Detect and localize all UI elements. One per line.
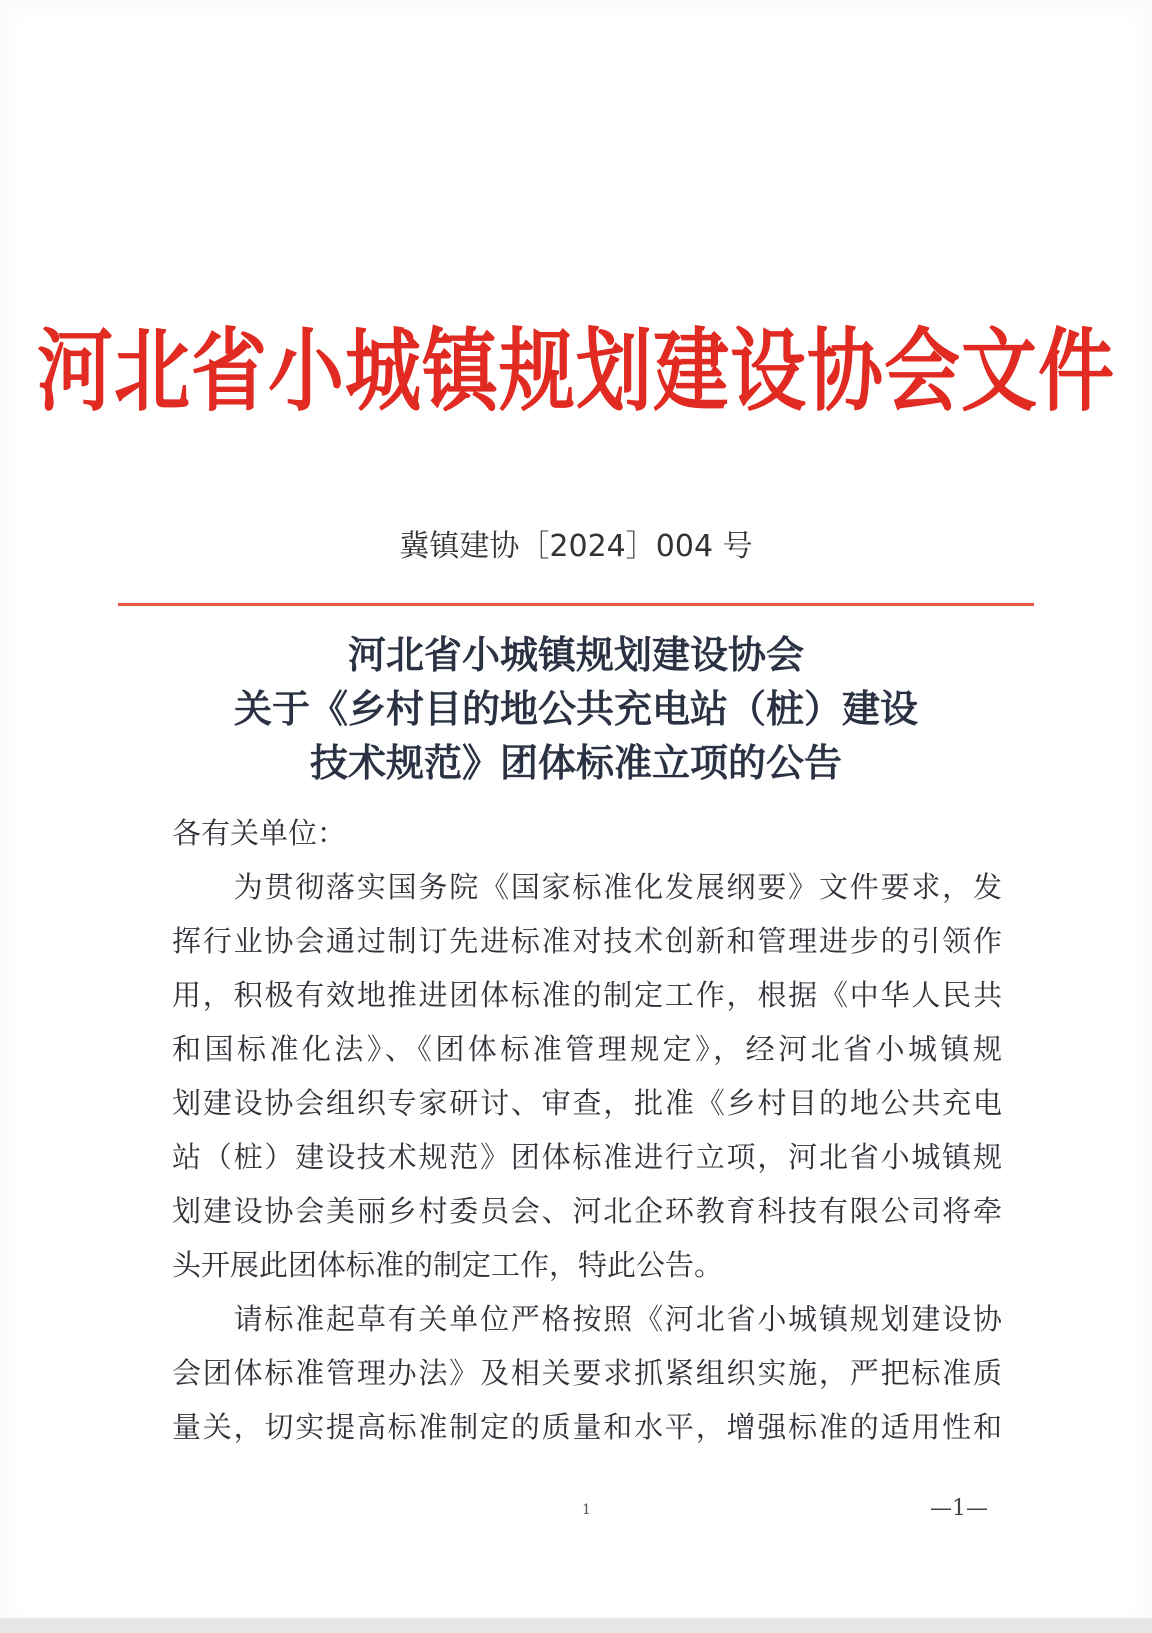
paragraph-2 [172, 1292, 1002, 1454]
document-number: 冀镇建协［2024］004 号 [399, 529, 753, 564]
scan-bottom-band [0, 1618, 1152, 1633]
title-line-2: 关于《乡村目的地公共充电站（桩）建设 [233, 687, 918, 731]
paragraph-line: 量关，切实提高标准制定的质量和水平，增强标准的适用性和 [172, 1410, 1002, 1444]
paragraph-line: 头开展此团体标准的制定工作，特此公告。 [172, 1248, 724, 1282]
paragraph-line: 划建设协会美丽乡村委员会、河北企环教育科技有限公司将牵 [172, 1194, 1002, 1228]
footer-mark: 1 [582, 1502, 591, 1518]
red-divider-line [118, 603, 1034, 606]
paragraph-line: 和国标准化法》、《团体标准管理规定》，经河北省小城镇规 [172, 1032, 1002, 1066]
announcement-title [0, 628, 1152, 790]
paragraph-line: 为贯彻落实国务院《国家标准化发展纲要》文件要求，发 [172, 870, 1002, 904]
salutation: 各有关单位： [172, 816, 347, 850]
page-number: —1— [930, 1496, 988, 1521]
paragraph-line: 请标准起草有关单位严格按照《河北省小城镇规划建设协 [172, 1302, 1002, 1336]
paragraph-line: 挥行业协会通过制订先进标准对技术创新和管理进步的引领作 [172, 924, 1002, 958]
paragraph-line: 会团体标准管理办法》及相关要求抓紧组织实施，严把标准质 [172, 1356, 1002, 1390]
title-line-3: 技术规范》团体标准立项的公告 [309, 741, 842, 785]
paragraph-1 [172, 860, 1002, 1292]
body-text [172, 806, 1002, 1454]
paragraph-line: 站（桩）建设技术规范》团体标准进行立项，河北省小城镇规 [172, 1140, 1002, 1174]
masthead-title: 河北省小城镇规划建设协会文件 [37, 318, 1115, 424]
paragraph-line: 划建设协会组织专家研讨、审查，批准《乡村目的地公共充电 [172, 1086, 1002, 1120]
title-line-1: 河北省小城镇规划建设协会 [347, 633, 804, 677]
paragraph-line: 用，积极有效地推进团体标准的制定工作，根据《中华人民共 [172, 978, 1002, 1012]
